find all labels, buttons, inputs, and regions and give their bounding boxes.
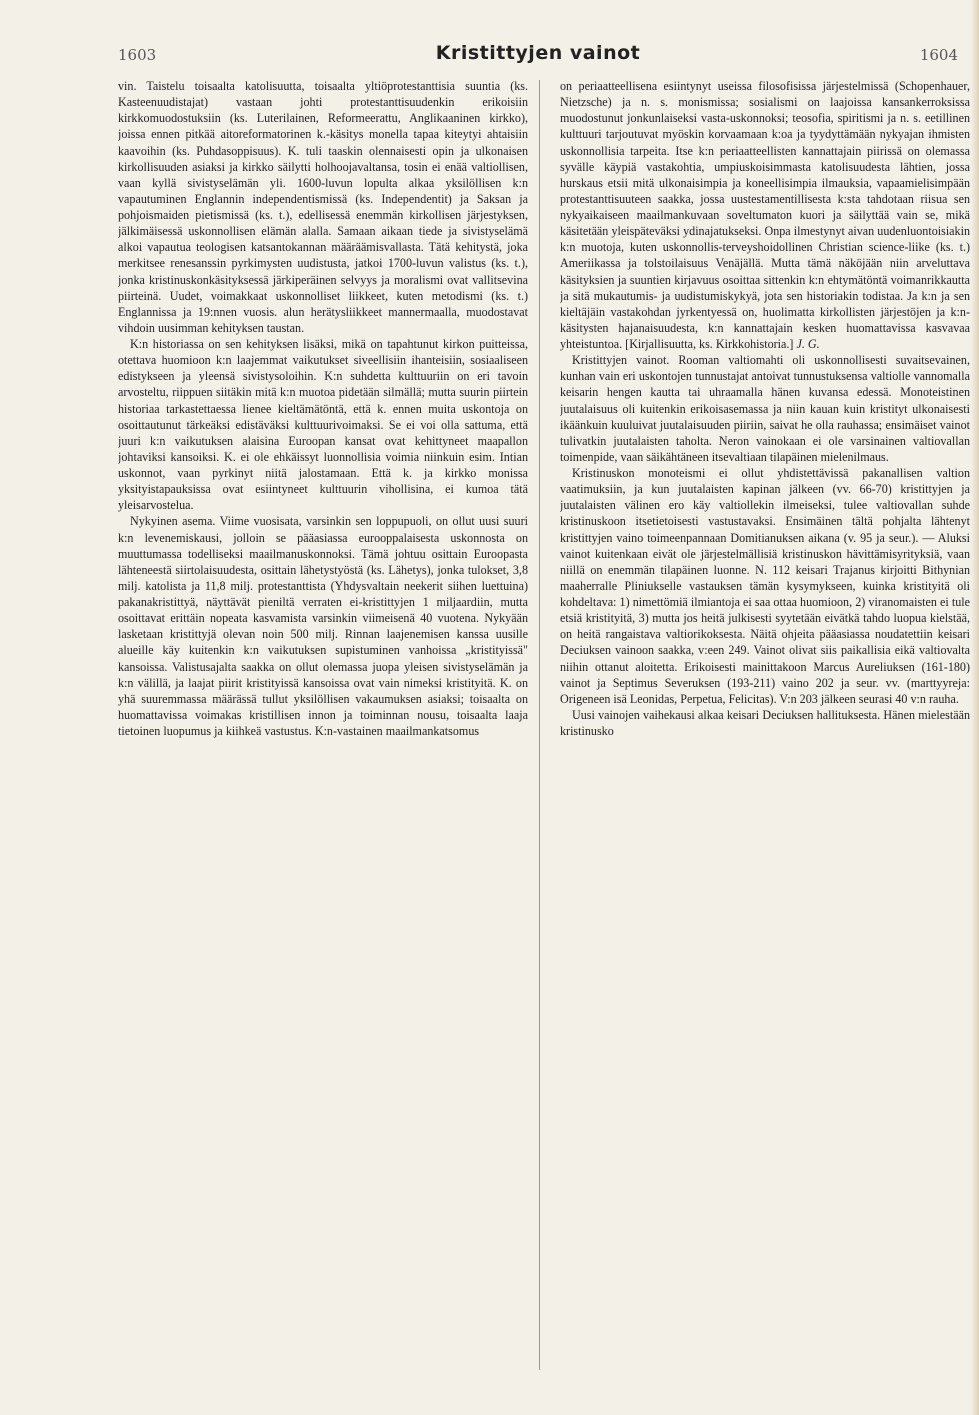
paragraph: K:n historiassa on sen kehityksen lisäksi, mikä on tapahtunut kirkon puitteissa, otettava huomioon k:n laajemmat vaikutukset siveellisiin ihanteisiin, sosiaaliseen edistykseen ja yleensä sivistysoloihin. K:n suhdetta kulttuuriin on eri tavoin arvosteltu, riippuen siitäkin mitä k:n muotoa pidetään silmällä; mutta suurin piirtein historiaa tarkastettaessa lienee kieltämätöntä, että k. ennen muita uskontoja on osoittautunut tärkeäksi edistäväksi kulttuurivoimaksi. Se ei voi olla sattuma, että juuri k:n vaikutuksen alaisina Euroopan kansat ovat kehittyneet maapallon johtaviksi kansoiksi. K. ei ole ehkäissyt luonnollisia voimia niinkuin esim. Intian uskonnot, vaan pyrkinyt niitä jalostamaan. Että k. ja kirkko monissa yksityistapauksissa ovat esiintyneet kulttuurin vihollisina, ei kumoa tätä yleisarvostelua. <box>118 337 528 513</box>
running-title: Kristittyjen vainot <box>435 42 641 64</box>
author-signature: J. G. <box>796 337 820 351</box>
right-column <box>560 78 970 1378</box>
column-divider <box>539 80 540 1370</box>
left-column <box>118 78 528 1378</box>
page-edge-shadow <box>971 0 979 1415</box>
paragraph: vin. Taistelu toisaalta katolisuutta, toisaalta yltiöprotestanttisia suuntia (ks. Kasteenuudistajat) vastaan johti protestanttisuudenkin erikoisiin kirkkomuodostuksiin (ks. Luterilainen, Reformeerattu, Anglikaaninen kirkko), joissa ennen pitkää aitoreformatorinen k.-käsitys monella tapaa kiteytyi ahtaisiin kaavoihin (ks. Puhdasoppisuus). K. tuli taaskin olennaisesti opin ja ulkonaisen kirkollisuuden asiaksi ja kirkko säilytti holhoojavaltansa, tosin ei enää valtiollisen, vaan kyllä sivistyselämän yli. 1600-luvun lopulta alkaa yksilöllisen k:n vapautuminen Englannin independentismissä (ks. Independentit) ja Saksan ja pohjoismaiden pietismissä (ks. t.), edellisessä enemmän kirkollisen järjestyksen, jälkimäisessä uskonnollisen elämän alalla. Samaan aikaan tiede ja sivistyselämä alkoi vapautua teologisen katsantokannan määräämisvallasta. Tätä kehitystä, joka merkitsee renesanssin pyrkimysten uudistusta, jatkoi 1700-luvun valistus (ks. t.), jonka kristinuskonkäsityksessä järkiperäinen selvyys ja moralismi ovat vallitsevina piirteinä. Uudet, voimakkaat uskonnolliset liikkeet, kuten metodismi (ks. t.) Englannissa ja 19:nnen vuosis. alun herätysliikkeet mannermaalla, muodostavat vihdoin uusimman kehityksen taustan. <box>118 79 528 335</box>
paragraph-text: on periaatteellisena esiintynyt useissa filosofisissa järjestelmissä (Schopenhauer, Nietzsche) ja n. s. monismissa; sosialismi on laajoissa kansankerroksissa muodostunut jonkunlaiseksi vasta-uskonnoksi; teosofia, spiritismi ja n. s. eetillinen kulttuuri tarjoutuvat myöskin korvaamaan k:oa ja tyydyttämään nykyajan ihmisten uskonnollisia tarpeita. Itse k:n periaatteellisten kannattajain piirissä on olemassa syvälle käypiä vastakohtia, umpiuskoisimmasta katolisuudesta lähtien, jossa hurskaus etsii mitä ulkonaisimpia ja koneellisimpia ilmauksia, vapaamielisimpään protestanttisuuteen saakka, jossa uustestamentillisesta k:sta tahdotaan riisua sen nykyaikaiseen maailmankuvaan soveltumaton kuori ja säilyttää vain se, mikä käsitetään yleispäteväksi ydinajatukseksi. Onpa ilmestynyt aivan uudenluontoisiakin k:n muotoja, kuten uskonnollis-terveyshoidollinen Christian science-liike (ks. t.) Ameriikassa ja tolstoilaisuus Venäjällä. Mutta tämä näköjään niin arveluttava käsityksien ja suuntien kirjavuus osoittaa sittenkin k:n ehtymätöntä voimanrikkautta ja sitä mukautumis- ja uudistumiskykyä, jota sen historiakin todistaa. Ja k:n ja sen kieltäjäin vastakohdan jyrkentyessä on, huolimatta kirkollisten järjestöjen ja k:n-käsitysten hajanaisuudesta, k:n kannattajain kesken huomattavissa kasvavaa yhteistuntoa. [Kirjallisuutta, ks. Kirkkohistoria.] <box>560 79 970 351</box>
page-number-left: 1603 <box>118 46 157 64</box>
page-number-right: 1604 <box>919 46 958 64</box>
article-paragraph: Kristittyjen vainot. Rooman valtiomahti oli uskonnollisesti suvaitsevainen, kunhan vain eri uskontojen tunnustajat antoivat tunnustuksensa valtiolle vannomalla keisarin hengen kautta tai uhraamalla hänen kuvansa edessä. Monoteistinen juutalaisuus oli kuitenkin erikoisasemassa ja niin kauan kuin kristityt ulkonaisesti ikäänkuin kuuluivat juutalaisuuden piiriin, saivat he olla rauhassa; ensimäiset vainot tulivatkin juutalaisten taholta. Neron vainokaan ei ole varsinainen valtiovallan toimenpide, vaan säikähtäneen itsevaltiaan tilapäinen mielenilmaus. <box>560 353 970 464</box>
paragraph: Nykyinen asema. Viime vuosisata, varsinkin sen loppupuoli, on ollut uusi suuri k:n levenemiskausi, jolloin se pääasiassa eurooppalaisesta uskonnosta on muuttumassa todelliseksi maailmanuskonnoksi. Tämä johtuu osittain Euroopasta lähteneestä siirtolaisuudesta, osittain lähetystyöstä (ks. Lähetys), jonka tulokset, 3,8 milj. katolista ja 11,8 milj. protestanttista (Yhdysvaltain neekerit siihen luettuina) pakanakristittyä, näyttävät pieniltä verraten ei-kristittyjen 1 miljaardiin, mutta osoittavat erittäin nopeata kasvamista varsinkin viimeisenä 40 vuotena. Nykyään lasketaan kristittyjä olevan noin 500 milj. Rinnan laajenemisen kanssa uusille alueille käy kuitenkin k:n vaikutuksen supistuminen vanhoissa „kristityissä" kansoissa. Valistusajalta saakka on ollut olemassa juopa yleisen sivistyselämän ja k:n välillä, ja laajat piirit kristityissä kansoissa ovat vain nimeksi kristityitä. K. on yhä suuremmassa määrässä tullut yksilöllisen vakaumuksen asiaksi; toisaalta on huomattavissa voimakas kristillisen innon ja toiminnan nousu, toisaalta laaja tietoinen luopumus ja kiihkeä vastustus. K:n-vastainen maailmankatsomus <box>118 514 528 738</box>
page-header <box>118 40 958 70</box>
paragraph: Uusi vainojen vaihekausi alkaa keisari Deciuksen hallituksesta. Hänen mielestään kristinusko <box>560 707 970 738</box>
paragraph <box>560 78 970 352</box>
paragraph: Kristinuskon monoteismi ei ollut yhdistettävissä pakanallisen valtion vaatimuksiin, ja kun juutalaisten kapinan jälkeen (vv. 66-70) kristittyjen ja juutalaisten välinen ero käy valtiollekin ilmeiseksi, tulee valtiovallan suhde kristinuskoon itsetietoisesti vastustavaksi. Ensimäinen tältä pohjalta lähtenyt kristittyjen vaino toimeenpannaan Domitianuksen aikana (v. 95 ja seur.). — Aluksi vainot kuitenkaan eivät ole järjestelmällisiä kristinuskon hävittämisyrityksiä, vaan niillä on enemmän tilapäinen luonne. N. 112 keisari Trajanus kirjoitti Bithynian maaherralle Pliniukselle vastauksen tämän kysymykseen, kuinka kristityitä oli kohdeltava: 1) nimettömiä ilmiantoja ei saa ottaa huomioon, 2) viranomaisten ei tule etsiä kristityitä, 3) mutta jos heitä julkisesti syytetään eivätkä tahdo luopua kielstää, on heitä rangaistava valtiorikoksesta. Näitä ohjeita pääasiassa noudatettiin keisari Deciuksen vainoon saakka, v:een 249. Vainot olivat siis paikallisia eikä valtiovalta niihin ottanut aloitetta. Erikoisesti mainittakoon Marcus Aureliuksen (161-180) vainot ja Septimus Severuksen (193-211) vaino 202 ja seur. vv. (marttyyreja: Origeneen isä Leonidas, Perpetua, Felicitas). V:n 203 jälkeen seurasi 40 v:n rauha. <box>560 466 970 706</box>
